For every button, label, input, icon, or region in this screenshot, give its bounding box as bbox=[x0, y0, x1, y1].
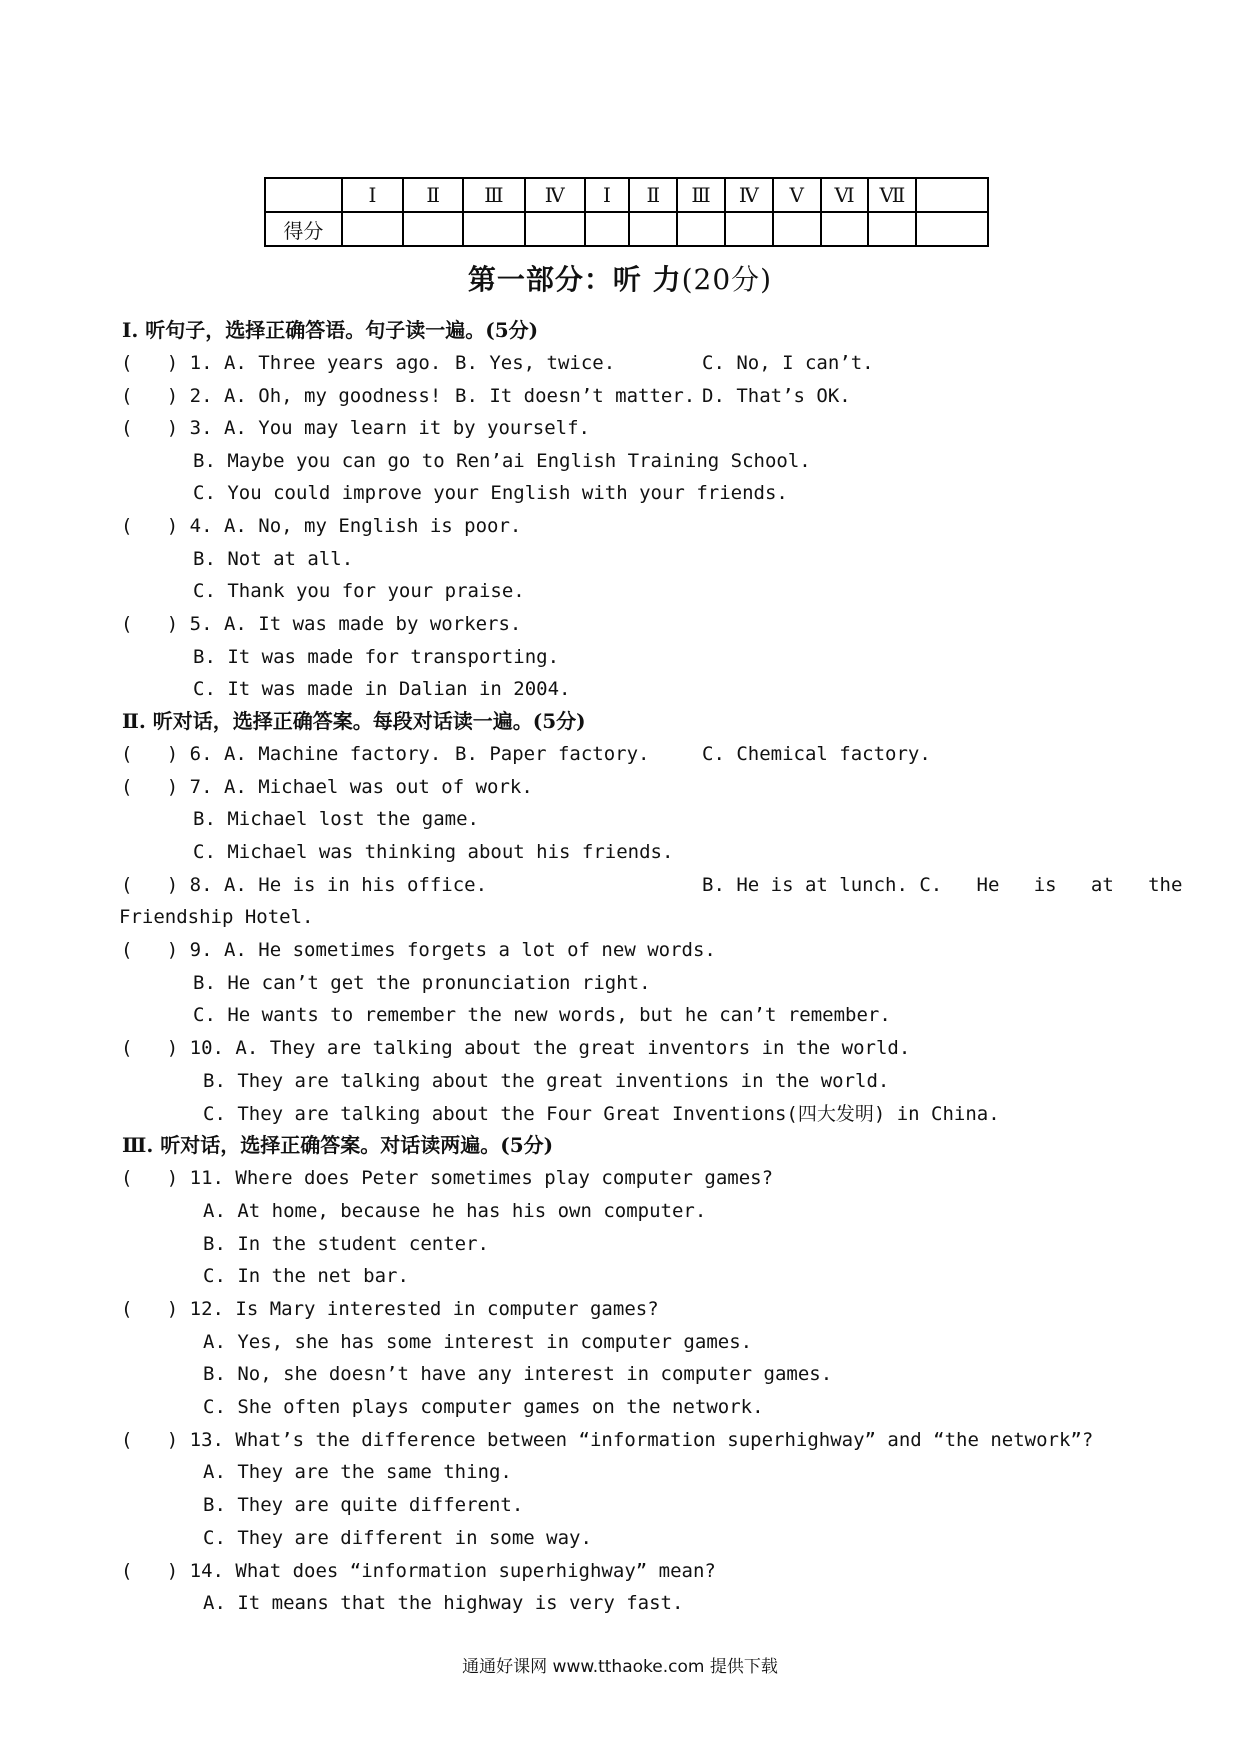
option-text: C. He wants to remember the new words, but he can’t remember. bbox=[193, 1004, 891, 1026]
option-text: B. Not at all. bbox=[193, 548, 354, 570]
option-text: B. They are quite different. bbox=[203, 1494, 524, 1516]
score-header-cell: Ⅲ bbox=[677, 178, 725, 212]
part-title-score: (20分) bbox=[681, 263, 773, 296]
option-text: A. At home, because he has his own computer. bbox=[203, 1200, 707, 1222]
score-input-cell[interactable] bbox=[821, 212, 869, 246]
score-input-cell[interactable] bbox=[525, 212, 585, 246]
option-text: A. They are the same thing. bbox=[203, 1461, 512, 1483]
option-text: C. It was made in Dalian in 2004. bbox=[193, 678, 571, 700]
section-heading: Ⅰ. 听句子，选择正确答语。句子读一遍。(5分) bbox=[122, 318, 539, 342]
option-text: B. Maybe you can go to Ren’ai English Training School. bbox=[193, 450, 811, 472]
part-title-main: 第一部分：听 力 bbox=[467, 263, 682, 296]
score-input-cell[interactable] bbox=[585, 212, 630, 246]
score-table-score-row bbox=[265, 212, 988, 246]
score-header-cell: Ⅶ bbox=[868, 178, 916, 212]
score-input-cell[interactable] bbox=[725, 212, 773, 246]
score-header-cell: Ⅳ bbox=[525, 178, 585, 212]
question-line: ( ) 11. Where does Peter sometimes play computer games? bbox=[121, 1167, 774, 1189]
option-text: B. Yes, twice. bbox=[455, 352, 616, 374]
score-header-cell: Ⅲ bbox=[463, 178, 525, 212]
score-header-cell: Ⅴ bbox=[773, 178, 821, 212]
option-text: C. In the net bar. bbox=[203, 1265, 409, 1287]
page-footer: 通通好课网 www.tthaoke.com 提供下载 bbox=[462, 1657, 778, 1677]
option-text: B. No, she doesn’t have any interest in computer games. bbox=[203, 1363, 833, 1385]
part-title bbox=[0, 258, 1240, 298]
option-text: D. That’s OK. bbox=[702, 385, 851, 407]
score-header-cell: Ⅳ bbox=[725, 178, 773, 212]
score-header-cell: Ⅵ bbox=[821, 178, 869, 212]
score-header-cell bbox=[265, 178, 342, 212]
question-line: ( ) 10. A. They are talking about the great inventors in the world. bbox=[121, 1037, 911, 1059]
option-text: B. In the student center. bbox=[203, 1233, 489, 1255]
question-line: ( ) 14. What does “information superhighway” mean? bbox=[121, 1560, 716, 1582]
option-text: B. They are talking about the great inventions in the world. bbox=[203, 1070, 890, 1092]
question-line: ( ) 8. A. He is in his office. bbox=[121, 874, 488, 896]
score-header-cell: Ⅱ bbox=[403, 178, 463, 212]
score-input-cell[interactable] bbox=[916, 212, 988, 246]
option-text: C. You could improve your English with your friends. bbox=[193, 482, 788, 504]
score-input-cell[interactable] bbox=[342, 212, 404, 246]
question-line: ( ) 5. A. It was made by workers. bbox=[121, 613, 522, 635]
option-text: B. He can’t get the pronunciation right. bbox=[193, 972, 651, 994]
question-line: ( ) 9. A. He sometimes forgets a lot of new words. bbox=[121, 939, 716, 961]
option-text: B. It doesn’t matter. bbox=[455, 385, 696, 407]
option-text: B. He is at lunch. C. He is at the bbox=[702, 874, 1183, 896]
score-table-header-row bbox=[265, 178, 988, 212]
section-heading: Ⅲ. 听对话，选择正确答案。对话读两遍。(5分) bbox=[122, 1133, 554, 1157]
score-input-cell[interactable] bbox=[463, 212, 525, 246]
question-line: ( ) 13. What’s the difference between “information superhighway” and “the network”? bbox=[121, 1429, 1094, 1451]
question-line: ( ) 4. A. No, my English is poor. bbox=[121, 515, 522, 537]
question-line: ( ) 1. A. Three years ago. bbox=[121, 352, 442, 374]
score-table bbox=[264, 177, 989, 247]
option-text: C. Thank you for your praise. bbox=[193, 580, 525, 602]
score-input-cell[interactable] bbox=[868, 212, 916, 246]
question-line: ( ) 12. Is Mary interested in computer games? bbox=[121, 1298, 659, 1320]
score-header-cell: Ⅰ bbox=[342, 178, 404, 212]
option-text: C. They are different in some way. bbox=[203, 1527, 592, 1549]
option-text: Friendship Hotel. bbox=[119, 906, 314, 928]
option-text: A. It means that the highway is very fast. bbox=[203, 1592, 684, 1614]
score-input-cell[interactable] bbox=[403, 212, 463, 246]
option-text: B. Michael lost the game. bbox=[193, 808, 479, 830]
option-text: C. No, I can’t. bbox=[702, 352, 874, 374]
score-input-cell[interactable] bbox=[773, 212, 821, 246]
score-row-label: 得分 bbox=[265, 212, 342, 246]
option-text: C. They are talking about the Four Great Inventions(四大发明) in China. bbox=[203, 1103, 1000, 1125]
option-text: A. Yes, she has some interest in computer games. bbox=[203, 1331, 753, 1353]
score-header-cell: Ⅰ bbox=[585, 178, 630, 212]
option-text: B. Paper factory. bbox=[455, 743, 650, 765]
option-text: C. Michael was thinking about his friends. bbox=[193, 841, 674, 863]
question-line: ( ) 3. A. You may learn it by yourself. bbox=[121, 417, 590, 439]
score-header-cell bbox=[916, 178, 988, 212]
option-text: C. She often plays computer games on the network. bbox=[203, 1396, 764, 1418]
score-input-cell[interactable] bbox=[629, 212, 677, 246]
score-header-cell: Ⅱ bbox=[629, 178, 677, 212]
question-line: ( ) 2. A. Oh, my goodness! bbox=[121, 385, 442, 407]
question-line: ( ) 7. A. Michael was out of work. bbox=[121, 776, 533, 798]
option-text: B. It was made for transporting. bbox=[193, 646, 560, 668]
section-heading: Ⅱ. 听对话，选择正确答案。每段对话读一遍。(5分) bbox=[122, 709, 586, 733]
question-line: ( ) 6. A. Machine factory. bbox=[121, 743, 442, 765]
score-input-cell[interactable] bbox=[677, 212, 725, 246]
option-text: C. Chemical factory. bbox=[702, 743, 931, 765]
